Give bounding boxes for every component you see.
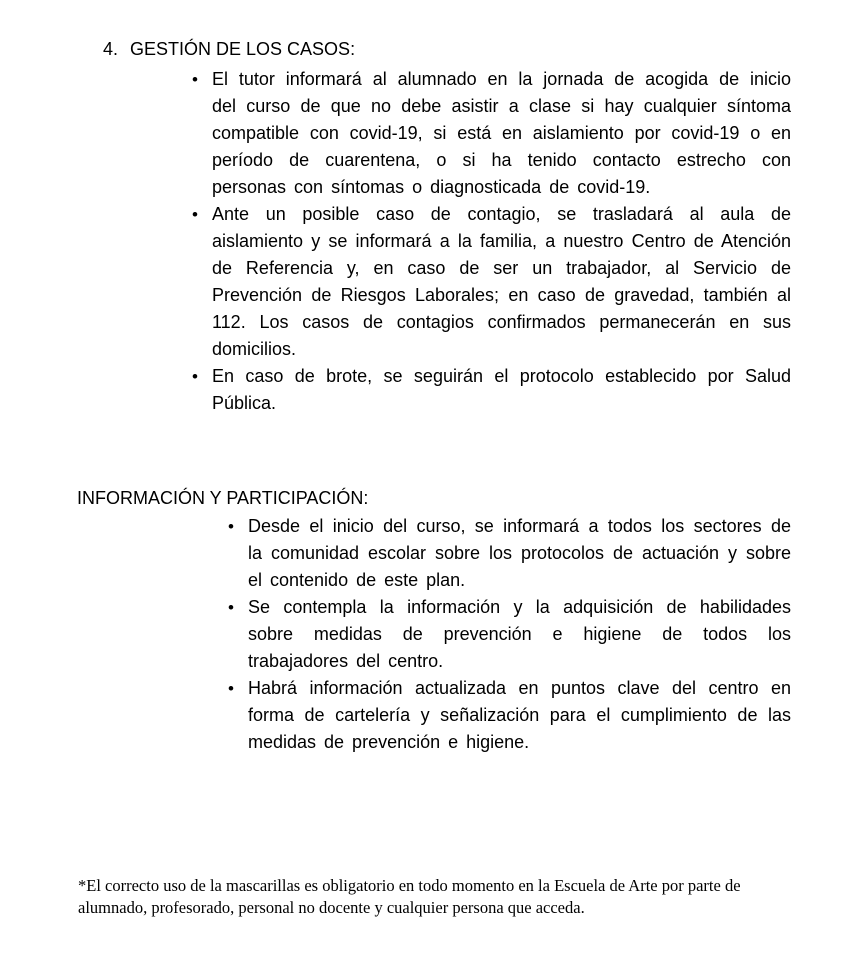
bullet-text: Desde el inicio del curso, se informará a todos los sectores de la comunidad escolar sobre los protocolos de actuación y sobre el contenido de este plan. [248,516,791,590]
bullet-icon: • [192,70,198,89]
list-item [228,594,791,675]
list-item [192,201,791,363]
bullet-text: Ante un posible caso de contagio, se trasladará al aula de aislamiento y se informará a la familia, a nuestro Centro de Atención de Referencia y, en caso de ser un trabajador, al Servicio de Prevención de Riesgos Laborales; en caso de gravedad, también al 112. Los casos de contagios confirmados permanecerán en sus domicilios. [212,204,791,359]
bullet-icon: • [228,598,234,617]
bullet-text: Habrá información actualizada en puntos clave del centro en forma de cartelería y señalización para el cumplimiento de las medidas de prevención e higiene. [248,678,791,752]
footnote: *El correcto uso de la mascarillas es obligatorio en todo momento en la Escuela de Arte por parte de alumnado, profesorado, personal no docente y cualquier persona que acceda. [78,876,741,917]
bullet-text: El tutor informará al alumnado en la jornada de acogida de inicio del curso de que no debe asistir a clase si hay cualquier síntoma compatible con covid-19, si está en aislamiento por covid-19 o en período de cuarentena, o si ha tenido contacto estrecho con personas con síntomas o diagnosticada de covid-19. [212,69,791,197]
bullet-icon: • [192,367,198,386]
bullet-text: Se contempla la información y la adquisición de habilidades sobre medidas de prevención e higiene de todos los trabajadores del centro. [248,597,791,671]
list-item [192,66,791,201]
section-cases-list [192,66,791,417]
section-info-heading [77,487,368,509]
section-info-title: INFORMACIÓN Y PARTICIPACIÓN: [77,488,369,508]
section-info-list [228,513,791,756]
bullet-icon: • [228,679,234,698]
bullet-icon: • [192,205,198,224]
section-cases-heading [103,38,355,60]
section-number: 4. [103,39,119,59]
list-item [192,363,791,417]
bullet-text: En caso de brote, se seguirán el protocolo establecido por Salud Pública. [212,366,791,413]
bullet-icon: • [228,517,234,536]
list-item [228,513,791,594]
section-cases-title: GESTIÓN DE LOS CASOS: [130,39,356,59]
list-item [228,675,791,756]
